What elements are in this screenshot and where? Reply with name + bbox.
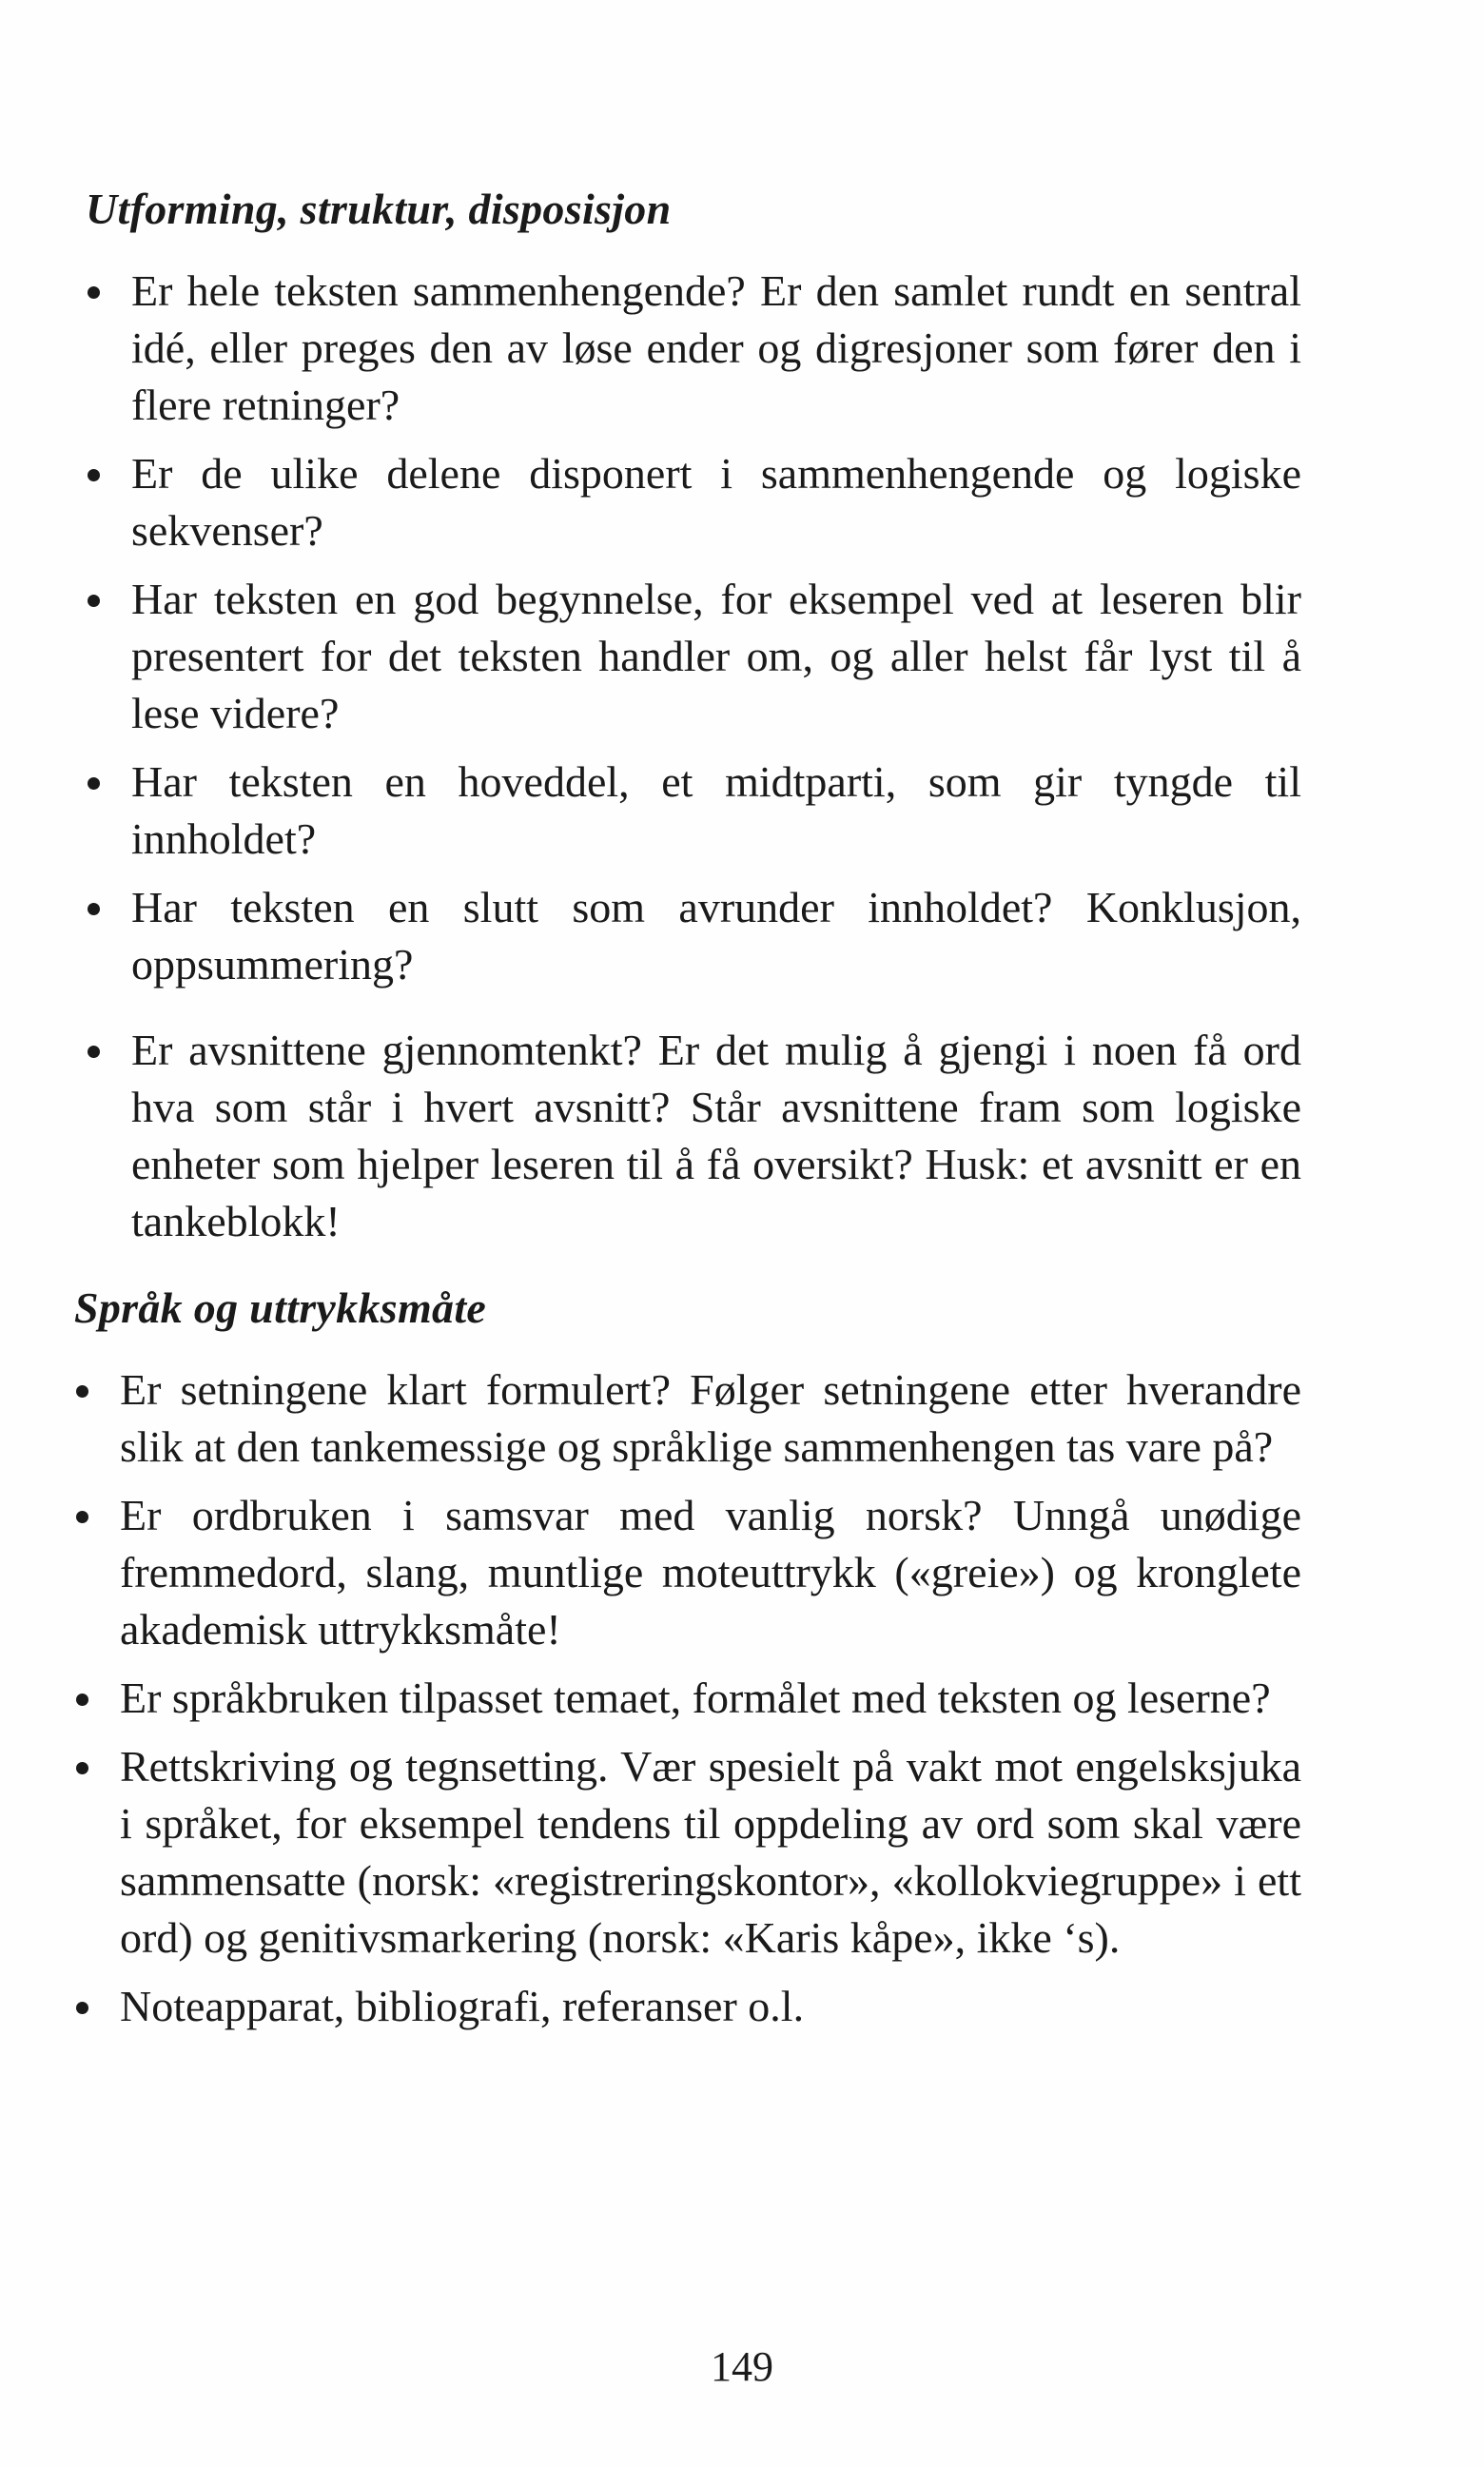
list-item-text: Er avsnittene gjennomtenkt? Er det mulig å gjengi i noen få ord hva som står i hvert avsnitt? Står avsnittene fram som logiske enheter som hjelper leseren til å få oversikt? Husk: et avsnitt er en tankeblokk! (131, 1026, 1301, 1245)
list-item-text: Er språkbruken tilpasset temaet, formålet med teksten og leserne? (120, 1674, 1271, 1722)
list-item-text: Har teksten en hoveddel, et midtparti, som gir tyngde til innholdet? (131, 757, 1301, 863)
bullet-icon (76, 1385, 88, 1398)
list-item (74, 1022, 1301, 1250)
list-item-text: Rettskriving og tegnsetting. Vær spesielt på vakt mot engelsksjuka i språket, for eksempel tendens til oppdeling av ord som skal være sammensatte (norsk: «registreringskontor», «kollokviegruppe» i ett ord) og genitivsmarkering (norsk: «Karis kåpe», ikke ‘s). (120, 1742, 1301, 1962)
page-number: 149 (711, 2343, 773, 2390)
list-item (74, 754, 1301, 868)
bullet-list (74, 263, 1301, 1250)
bullet-list (74, 1361, 1301, 2035)
list-item-text: Er setningene klart formulert? Følger setningene etter hverandre slik at den tankemessige og språklige sammenhengen tas vare på? (120, 1365, 1301, 1471)
section-heading: Utforming, struktur, disposisjon (86, 185, 672, 233)
list-item-text: Er de ulike delene disponert i sammenhengende og logiske sekvenser? (131, 449, 1301, 555)
bullet-icon (88, 286, 100, 299)
bullet-icon (88, 595, 100, 607)
bullet-icon (76, 2002, 88, 2014)
list-item (74, 571, 1301, 742)
list-item-text: Har teksten en god begynnelse, for eksempel ved at leseren blir presentert for det teksten handler om, og aller helst får lyst til å lese videre? (131, 575, 1301, 737)
list-item-text: Er hele teksten sammenhengende? Er den samlet rundt en sentral idé, eller preges den av løse ender og digresjoner som fører den i flere retninger? (131, 266, 1301, 429)
list-item-text: Er ordbruken i samsvar med vanlig norsk? Unngå unødige fremmedord, slang, muntlige moteuttrykk («greie») og kronglete akademisk uttrykksmåte! (120, 1491, 1301, 1654)
list-item (74, 1361, 1301, 1476)
list-item-text: Har teksten en slutt som avrunder innholdet? Konklusjon, oppsummering? (131, 883, 1301, 989)
list-item (74, 1738, 1301, 1967)
list-item (74, 1487, 1301, 1658)
section-structure (74, 181, 1301, 1262)
list-item (74, 1978, 1301, 2035)
list-item-text: Noteapparat, bibliografi, referanser o.l. (120, 1982, 805, 2030)
list-item (74, 263, 1301, 434)
list-item (74, 879, 1301, 993)
list-item (74, 445, 1301, 559)
bullet-icon (76, 1762, 88, 1774)
list-item (74, 1670, 1301, 1727)
bullet-icon (76, 1694, 88, 1706)
bullet-icon (76, 1511, 88, 1523)
section-heading: Språk og uttrykksmåte (74, 1283, 487, 1332)
section-language (74, 1280, 1301, 2046)
bullet-icon (88, 777, 100, 790)
bullet-icon (88, 903, 100, 915)
bullet-icon (88, 1046, 100, 1058)
bullet-icon (88, 469, 100, 481)
